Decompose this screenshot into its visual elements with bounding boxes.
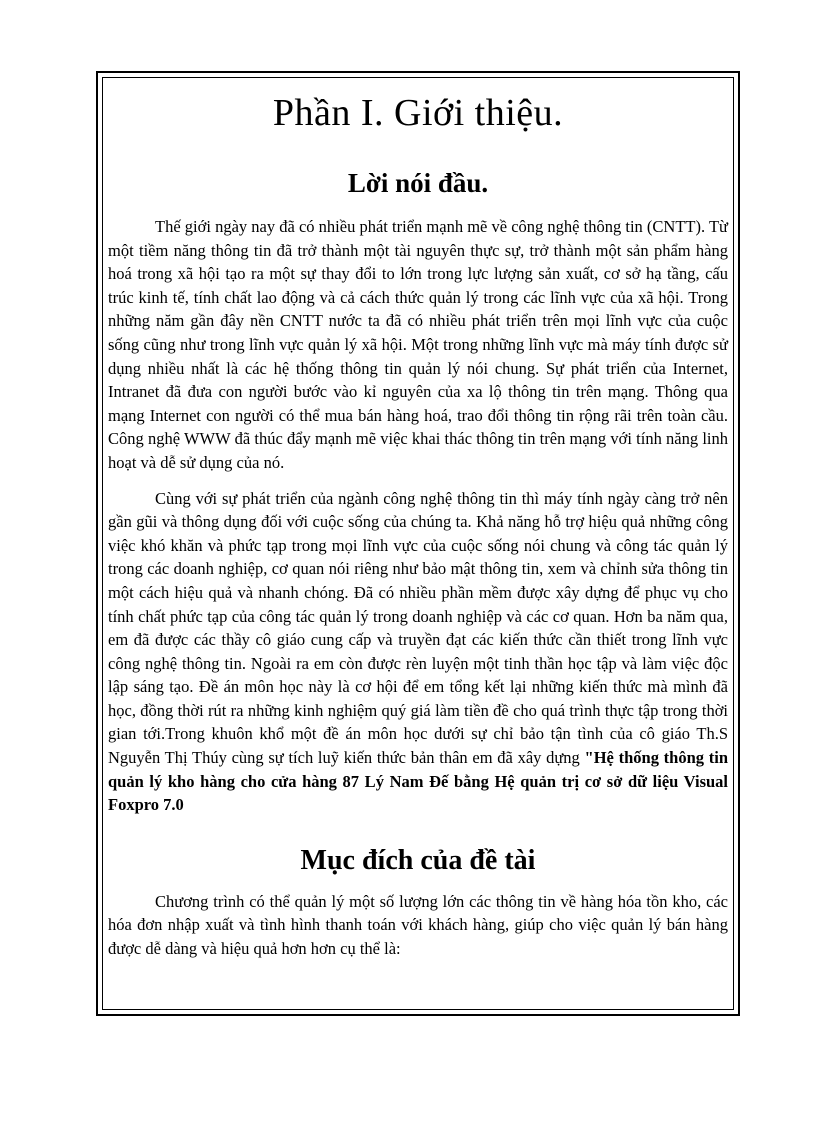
purpose-heading: Mục đích của đề tài <box>300 844 536 876</box>
document-body <box>108 86 728 961</box>
project-title-bold: "Hệ thống thông tin quản lý kho hàng cho cửa hàng 87 Lý Nam Đế bằng Hệ quản trị cơ sở dữ liệu Visual Foxpro 7.0 <box>108 748 728 815</box>
foreword-paragraph-2-text: Cùng với sự phát triển của ngành công nghệ thông tin thì máy tính ngày càng trở nên gần gũi và thông dụng đối với cuộc sống của chúng ta. Khả năng hỗ trợ hiệu quả những công việc khó khăn và phức tạp trong mọi lĩnh vực của cuộc sống nói chung và công tác quản lý trong các doanh nghiệp, cơ quan nói riêng như bảo mật thông tin, xem và chỉnh sửa thông tin một cách hiệu quả và nhanh chóng. Đã có nhiều phần mềm được xây dựng để phục vụ cho tính chất phức tạp của công tác quản lý trong doanh nghiệp và các cơ quan. Hơn ba năm qua, em đã được các thầy cô giáo cung cấp và truyền đạt các kiến thức cần thiết trong lĩnh vực công nghệ thông tin. Ngoài ra em còn được rèn luyện một tinh thần học tập và làm việc độc lập sáng tạo. Đề án môn học này là cơ hội để em tổng kết lại những kiến thức mà mình đã học, đồng thời rút ra những kinh nghiệm quý giá làm tiền đề cho quá trình thực tập trong thời gian tới.Trong khuôn khổ một đề án môn học dưới sự chỉ bảo tận tình của cô giáo Th.S Nguyễn Thị Thúy cùng sự tích luỹ kiến thức bản thân em đã xây dựng <box>108 488 728 768</box>
part-title: Phần I. Giới thiệu. <box>272 92 564 134</box>
foreword-paragraph-2 <box>108 487 728 817</box>
purpose-paragraph: Chương trình có thể quản lý một số lượng lớn các thông tin về hàng hóa tồn kho, các hóa đơn nhập xuất và tình hình thanh toán với khách hàng, giúp cho việc quản lý bán hàng được dễ dàng và hiệu quả hơn hơn cụ thể là: <box>108 891 728 959</box>
foreword-heading: Lời nói đầu. <box>347 168 489 198</box>
foreword-paragraph-1: Thế giới ngày nay đã có nhiều phát triển mạnh mẽ về công nghệ thông tin (CNTT). Từ một tiềm năng thông tin đã trở thành một tài nguyên thực sự, trở thành một sản phẩm hàng hoá trong xã hội tạo ra một sự thay đổi to lớn trong lực lượng sản xuất, cơ sở hạ tầng, cấu trúc kinh tế, tính chất lao động và cả cách thức quản lý trong các lĩnh vực của xã hội. Trong những năm gần đây nền CNTT nước ta đã có nhiều phát triển trên mọi lĩnh vực của cuộc sống cũng như trong lĩnh vực quản lý xã hội. Một trong những lĩnh vực mà máy tính được sử dụng nhiều nhất là các hệ thống thông tin quản lý nói chung. Sự phát triển của Internet, Intranet đã đưa con người bước vào kỉ nguyên của xa lộ thông tin trên mạng. Thông qua mạng Internet con người có thể mua bán hàng hoá, trao đổi thông tin rộng rãi trên toàn cầu. Công nghệ WWW đã thúc đẩy mạnh mẽ việc khai thác thông tin trên mạng với tính năng linh hoạt và dễ sử dụng của nó. <box>108 217 728 472</box>
